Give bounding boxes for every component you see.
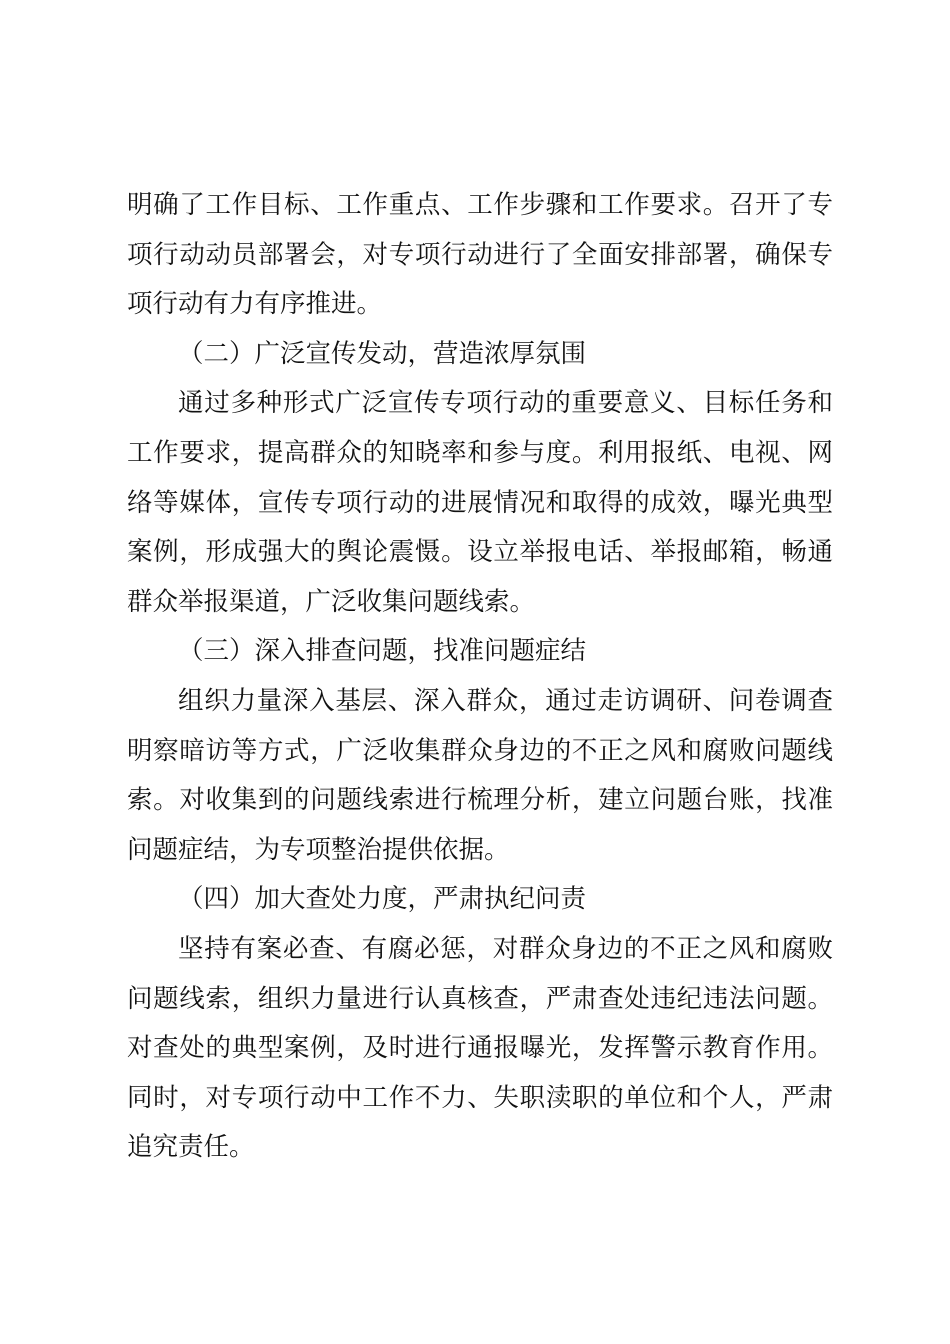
paragraph-accountability: 坚持有案必查、有腐必惩，对群众身边的不正之风和腐败问题线索，组织力量进行认真核查，严肃查处违纪违法问题。对查处的典型案例，及时进行通报曝光，发挥警示教育作用。同时，对专项行动中工作不力、失职渎职的单位和个人，严肃追究责任。 — [127, 933, 833, 1163]
document-body — [127, 181, 833, 1173]
section-heading-4: （四）加大查处力度，严肃执纪问责 — [178, 884, 587, 915]
paragraph-investigation: 组织力量深入基层、深入群众，通过走访调研、问卷调查明察暗访等方式，广泛收集群众身边的不正之风和腐败问题线索。对收集到的问题线索进行梳理分析，建立问题台账，找准问题症结，为专项整治提供依据。 — [127, 685, 833, 865]
section-heading-2: （二）广泛宣传发动，营造浓厚氛围 — [178, 338, 587, 369]
paragraph-continued: 明确了工作目标、工作重点、工作步骤和工作要求。召开了专项行动动员部署会，对专项行动进行了全面安排部署，确保专项行动有力有序推进。 — [127, 190, 833, 320]
section-heading-3: （三）深入排查问题，找准问题症结 — [178, 636, 587, 667]
paragraph-publicity: 通过多种形式广泛宣传专项行动的重要意义、目标任务和工作要求，提高群众的知晓率和参与度。利用报纸、电视、网络等媒体，宣传专项行动的进展情况和取得的成效，曝光典型案例，形成强大的舆论震慑。设立举报电话、举报邮箱，畅通群众举报渠道，广泛收集问题线索。 — [127, 388, 833, 617]
